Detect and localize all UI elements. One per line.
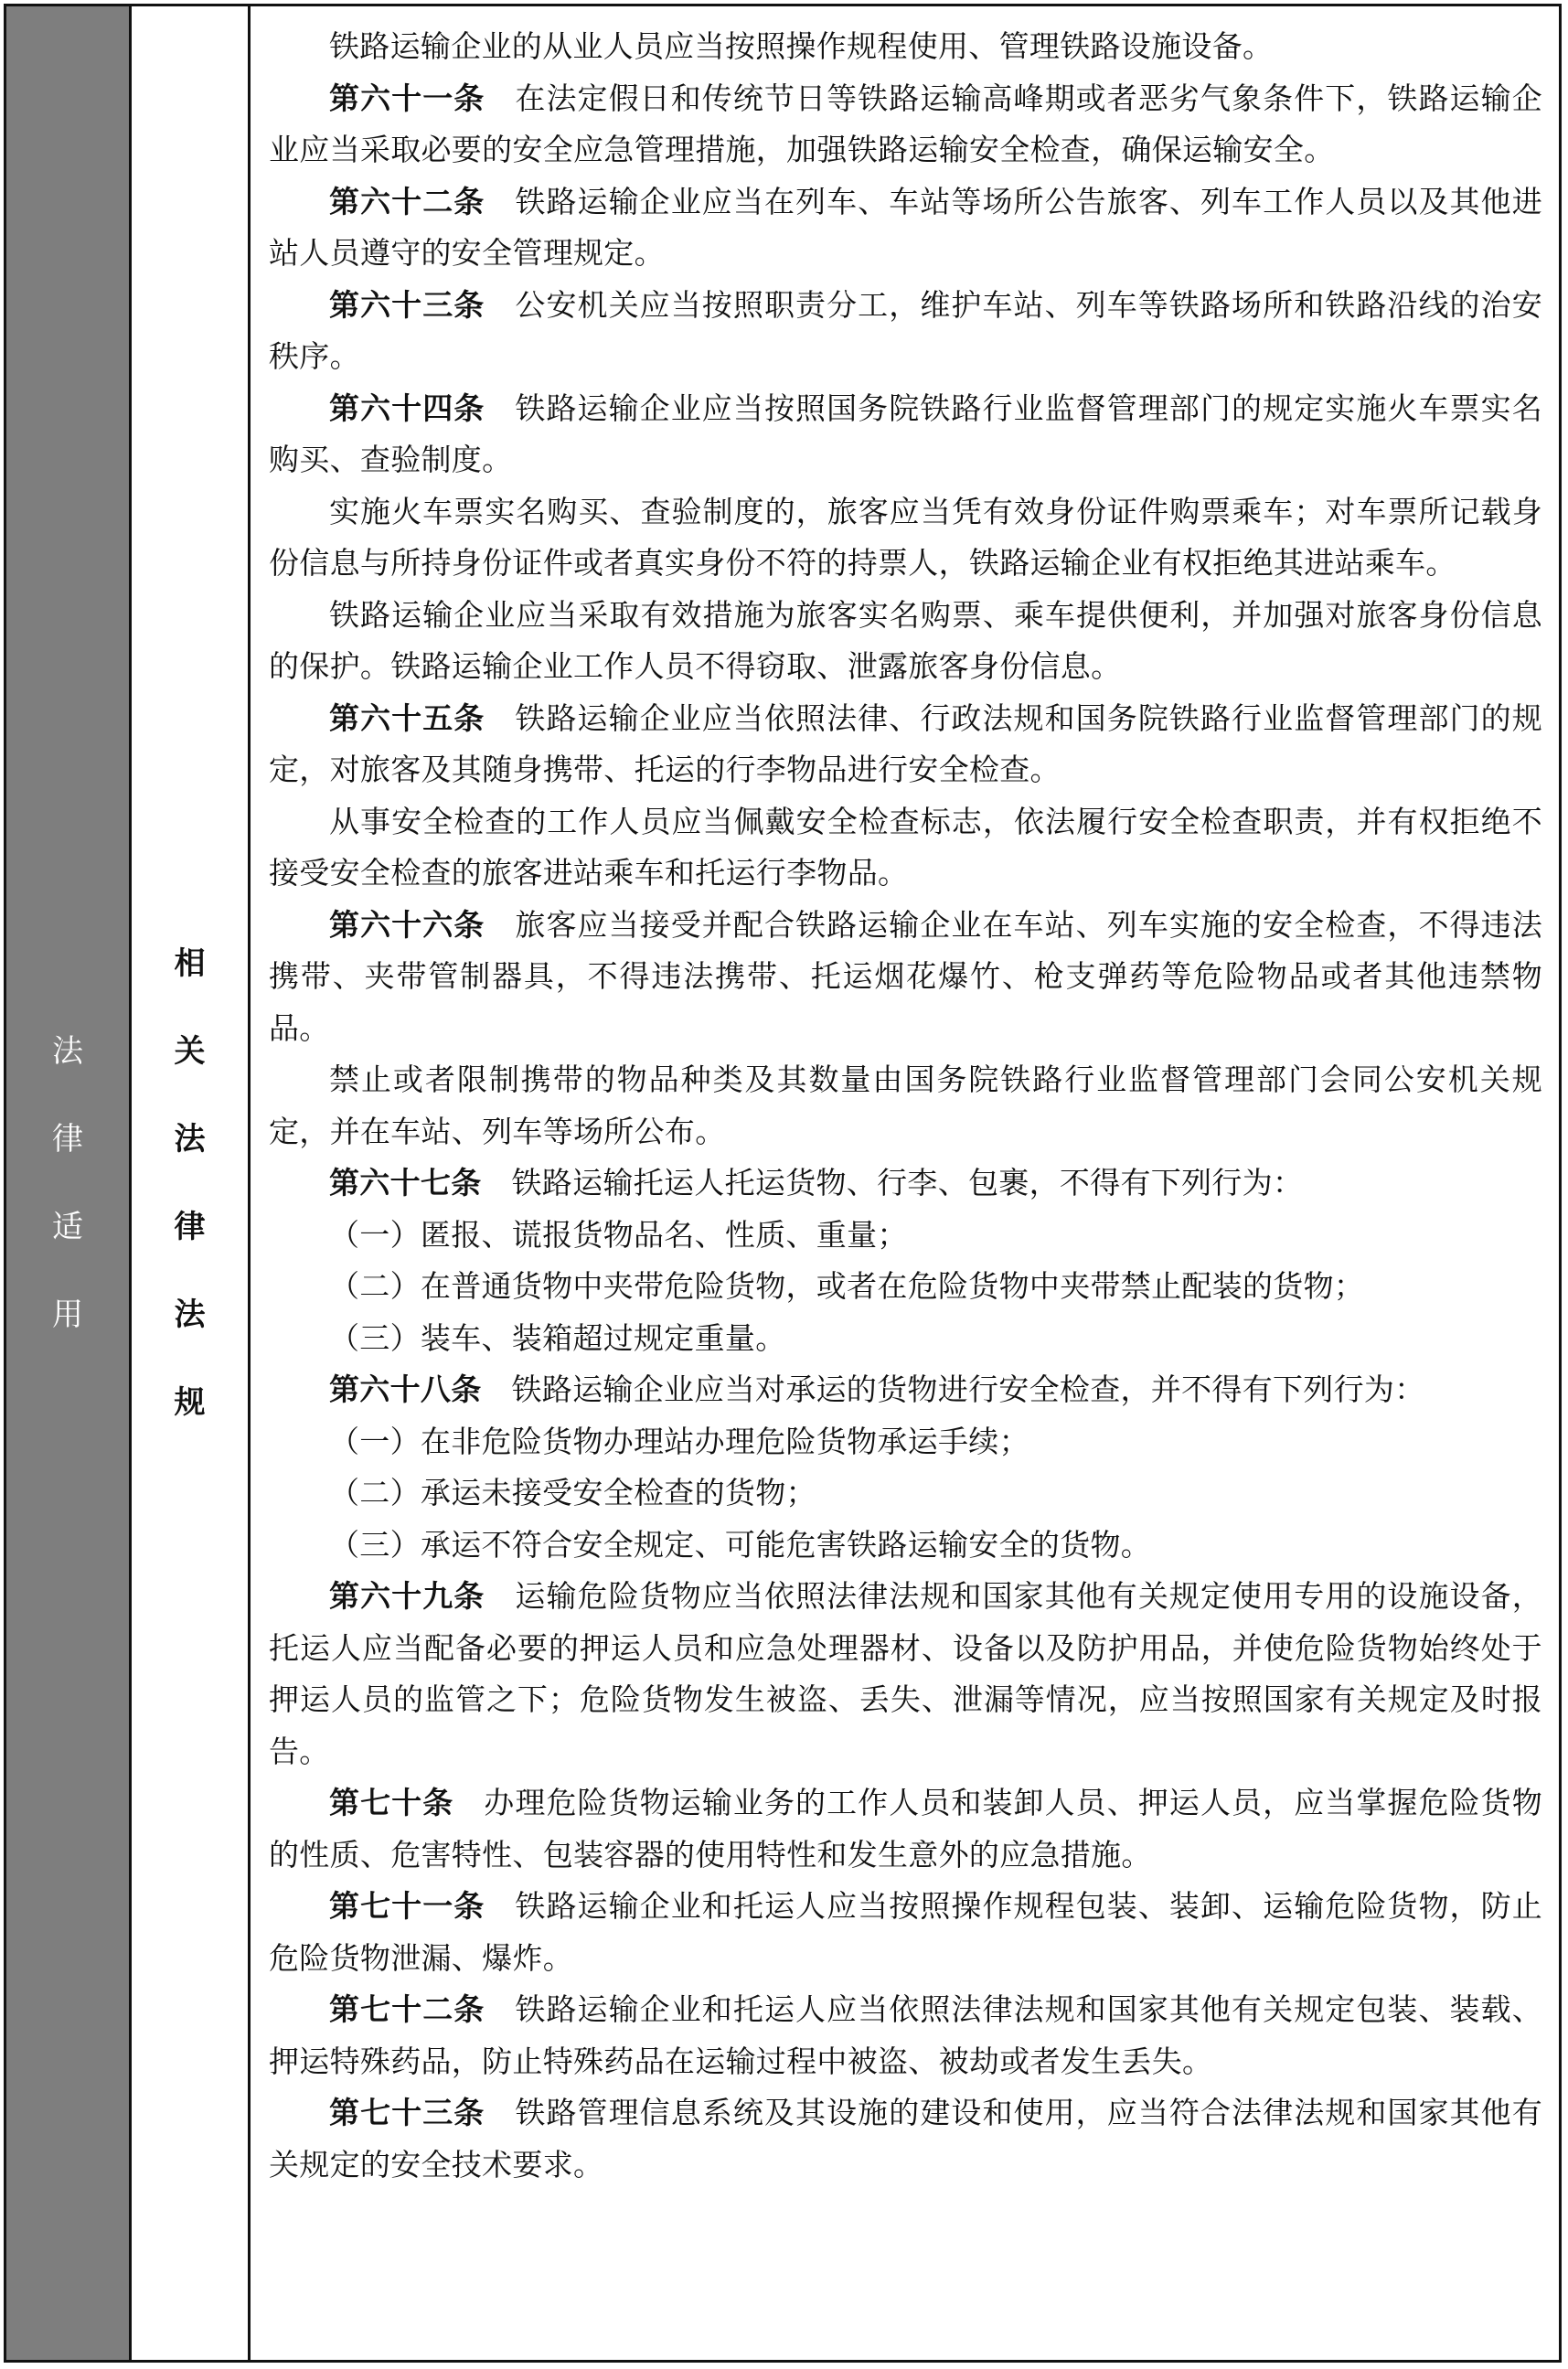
paragraph-text: （二）承运未接受安全检查的货物； [329,1475,816,1510]
category-column [6,6,132,2360]
paragraph [269,486,1542,590]
category-char: 适 [52,1209,83,1245]
paragraph-text: （一）匿报、谎报货物品名、性质、重量； [329,1216,908,1253]
category-label [52,1033,83,1333]
article-number: 第七十三条 [329,2095,485,2130]
category-char: 法 [52,1033,83,1070]
article-paragraph [269,1364,1542,1416]
law-table [4,4,1562,2363]
paragraph-text: 铁路运输企业应当按照国务院铁路行业监督管理部门的规定实施火车票实名购买、查验制度。 [269,389,1543,477]
article-paragraph [269,73,1542,176]
paragraph-text: 铁路运输托运人托运货物、行李、包裹，不得有下列行为： [511,1165,1304,1201]
subcategory-char: 法 [174,1297,206,1333]
article-number: 第六十五条 [329,699,485,736]
article-paragraph [269,383,1542,486]
paragraph-text: （二）在普通货物中夹带危险货物，或者在危险货物中夹带禁止配装的货物； [329,1268,1365,1304]
paragraph-text: 铁路运输企业的从业人员应当按照操作规程使用、管理铁路设施设备。 [329,28,1274,64]
subcategory-char: 法 [174,1121,206,1158]
article-number: 第六十二条 [329,183,485,219]
paragraph-text: 公安机关应当按照职责分工，维护车站、列车等铁路场所和铁路沿线的治安秩序。 [269,286,1543,374]
article-paragraph [269,1571,1542,1777]
paragraph [269,590,1542,693]
article-paragraph [269,280,1542,383]
article-number: 第七十一条 [329,1888,485,1924]
paragraph-text: 铁路运输企业应当依照法律、行政法规和国务院铁路行业监督管理部门的规定，对旅客及其随身携带、托运的行李物品进行安全检查。 [269,699,1543,787]
paragraph-text: （三）装车、装箱超过规定重量。 [329,1319,786,1356]
list-item [269,1416,1542,1468]
article-number: 第六十三条 [329,286,485,323]
paragraph-text: 运输危险货物应当依照法律法规和国家其他有关规定使用专用的设施设备，托运人应当配备必要的押运人员和应急处理器材、设备以及防护用品，并使危险货物始终处于押运人员的监管之下；危险货物发生被盗、丢失、泄漏等情况，应当按照国家有关规定及时报告。 [269,1578,1543,1769]
article-paragraph [269,1158,1542,1210]
article-paragraph [269,1881,1542,1984]
paragraph [269,796,1542,900]
regulation-text [251,6,1559,2360]
subcategory-char: 律 [174,1209,206,1245]
paragraph-text: 禁止或者限制携带的物品种类及其数量由国务院铁路行业监督管理部门会同公安机关规定，并在车站、列车等场所公布。 [269,1062,1542,1149]
paragraph-text: （一）在非危险货物办理站办理危险货物承运手续； [329,1423,1029,1459]
paragraph-text: 铁路运输企业和托运人应当按照操作规程包装、装卸、运输危险货物，防止危险货物泄漏、爆炸。 [269,1888,1543,1976]
subcategory-column [132,6,251,2360]
article-number: 第六十一条 [329,80,485,116]
article-number: 第七十二条 [329,1991,485,2027]
article-number: 第六十九条 [329,1578,485,1614]
article-number: 第六十六条 [329,906,485,943]
category-char: 用 [52,1297,83,1333]
subcategory-char: 规 [174,1384,206,1421]
article-paragraph [269,693,1542,796]
list-item [269,1261,1542,1313]
list-item [269,1210,1542,1262]
article-number: 第六十四条 [329,389,485,426]
paragraph-text: 铁路运输企业应当采取有效措施为旅客实名购票、乘车提供便利，并加强对旅客身份信息的保护。铁路运输企业工作人员不得窃取、泄露旅客身份信息。 [269,596,1542,684]
article-paragraph [269,1984,1542,2087]
article-number: 第六十八条 [329,1371,482,1407]
list-item [269,1467,1542,1520]
category-char: 律 [52,1121,83,1158]
paragraph-text: 铁路管理信息系统及其设施的建设和使用，应当符合法律法规和国家其他有关规定的安全技术要求。 [269,2095,1543,2182]
paragraph-text: 铁路运输企业应当对承运的货物进行安全检查，并不得有下列行为： [511,1371,1425,1407]
article-number: 第六十七条 [329,1165,482,1201]
article-paragraph [269,1777,1542,1881]
paragraph-text: 在法定假日和传统节日等铁路运输高峰期或者恶劣气象条件下，铁路运输企业应当采取必要的安全应急管理措施，加强铁路运输安全检查，确保运输安全。 [269,80,1543,167]
paragraph [269,21,1542,73]
paragraph-text: （三）承运不符合安全规定、可能危害铁路运输安全的货物。 [329,1526,1152,1563]
paragraph-text: 铁路运输企业应当在列车、车站等场所公告旅客、列车工作人员以及其他进站人员遵守的安全管理规定。 [269,183,1543,271]
subcategory-label [174,945,206,1421]
subcategory-char: 相 [174,945,206,982]
list-item [269,1313,1542,1365]
paragraph-text: 从事安全检查的工作人员应当佩戴安全检查标志，依法履行安全检查职责，并有权拒绝不接受安全检查的旅客进站乘车和托运行李物品。 [269,803,1542,891]
paragraph-text: 实施火车票实名购买、查验制度的，旅客应当凭有效身份证件购票乘车；对车票所记载身份信息与所持身份证件或者真实身份不符的持票人，铁路运输企业有权拒绝其进站乘车。 [269,493,1542,581]
paragraph [269,1054,1542,1158]
subcategory-char: 关 [174,1033,206,1070]
article-paragraph [269,2087,1542,2191]
list-item [269,1520,1542,1572]
paragraph-text: 铁路运输企业和托运人应当依照法律法规和国家其他有关规定包装、装载、押运特殊药品，防止特殊药品在运输过程中被盗、被劫或者发生丢失。 [269,1991,1543,2079]
paragraph-text: 旅客应当接受并配合铁路运输企业在车站、列车实施的安全检查，不得违法携带、夹带管制器具，不得违法携带、托运烟花爆竹、枪支弹药等危险物品或者其他违禁物品。 [269,906,1543,1046]
article-paragraph [269,900,1542,1055]
paragraph-text: 办理危险货物运输业务的工作人员和装卸人员、押运人员，应当掌握危险货物的性质、危害特性、包装容器的使用特性和发生意外的应急措施。 [269,1785,1542,1873]
article-number: 第七十条 [329,1785,454,1820]
article-paragraph [269,176,1542,280]
